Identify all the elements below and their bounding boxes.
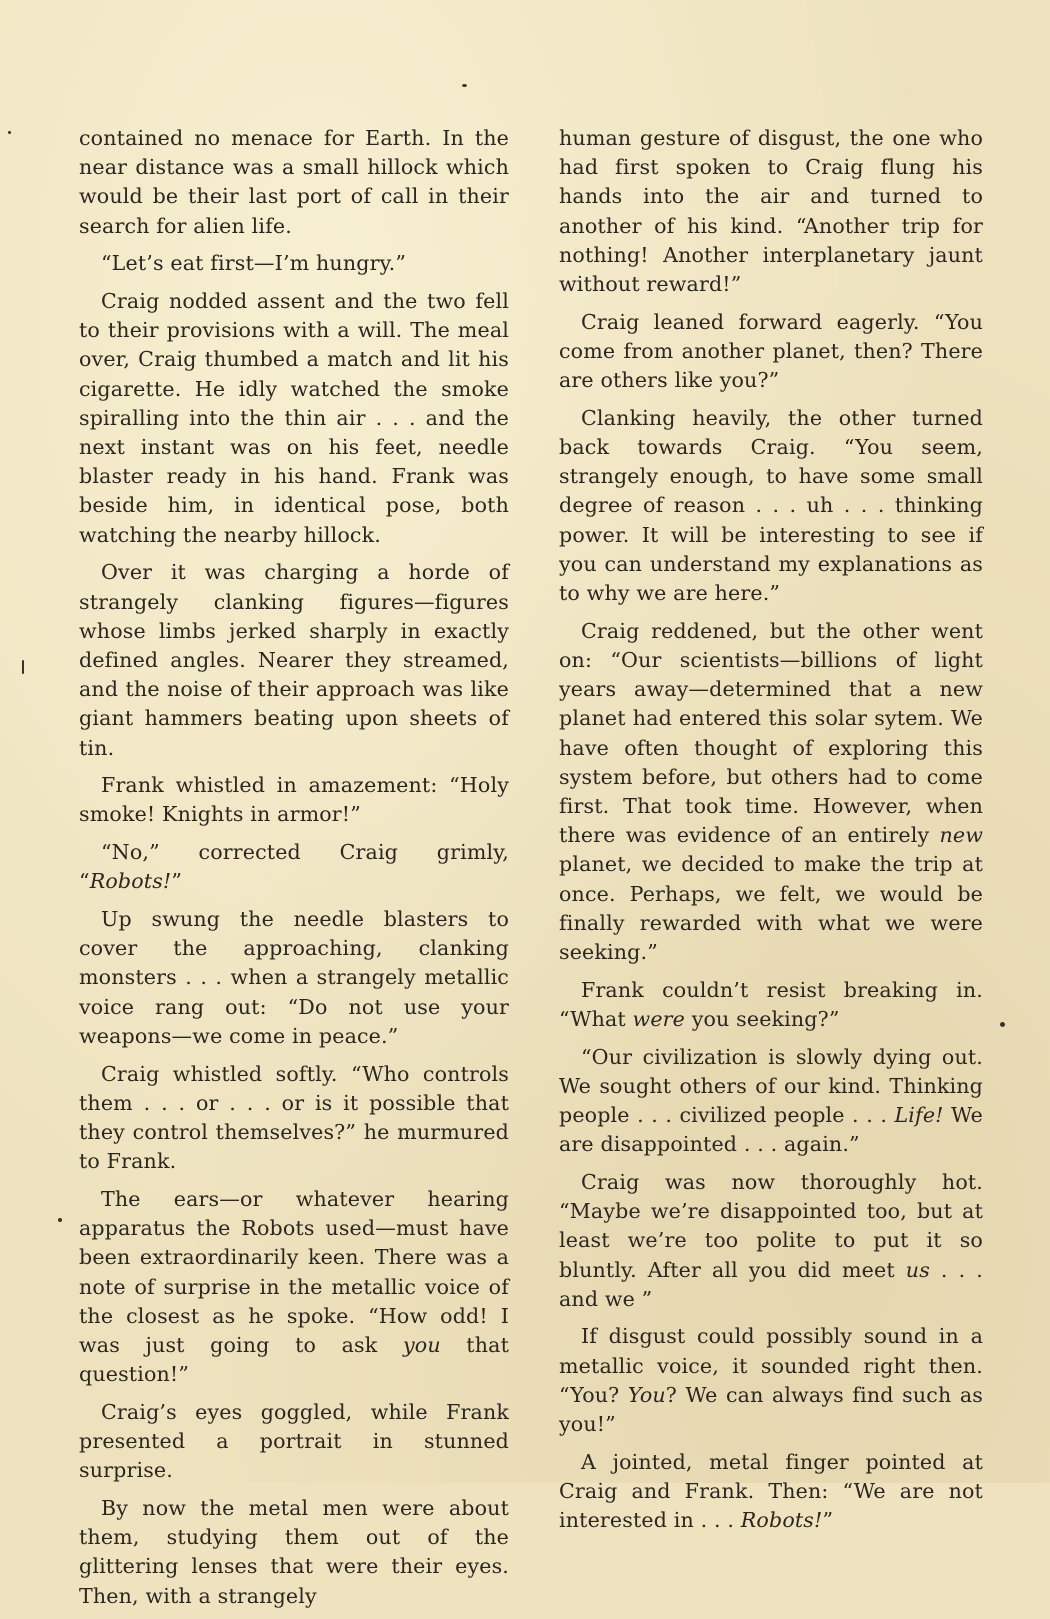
paragraph bbox=[559, 1168, 983, 1314]
paragraph bbox=[79, 1398, 509, 1486]
paragraph bbox=[79, 287, 509, 550]
italic-text: us bbox=[905, 1257, 930, 1282]
left-text-column bbox=[79, 124, 509, 1619]
italic-text: You bbox=[627, 1382, 666, 1407]
paragraph-text: By now the metal men were about them, studying them out of the glittering lenses that were their eyes. Then, with a strangely bbox=[79, 1495, 509, 1608]
italic-text: Robots! bbox=[740, 1508, 823, 1533]
paragraph-text: We are disappointed . . . again.” bbox=[559, 1103, 984, 1157]
paragraph bbox=[559, 976, 983, 1034]
paragraph-text: Craig leaned forward eagerly. “You come from another planet, then? There are others like you?” bbox=[559, 309, 983, 393]
paragraph bbox=[79, 905, 509, 1051]
paragraph bbox=[559, 1043, 983, 1160]
paragraph bbox=[79, 771, 509, 829]
paragraph bbox=[79, 124, 509, 241]
paragraph-text: Up swung the needle blasters to cover the approaching, clanking monsters . . . when a strangely metallic voice rang out: “Do not use your weapons—we come in peace.” bbox=[79, 907, 509, 1048]
paragraph bbox=[79, 249, 509, 278]
paragraph bbox=[559, 124, 983, 299]
paragraph-text: contained no menace for Earth. In the near distance was a small hillock which would be their last port of call in their search for alien life. bbox=[79, 126, 509, 238]
paragraph bbox=[79, 1060, 509, 1177]
italic-text: Life! bbox=[894, 1103, 944, 1127]
paragraph-text: human gesture of disgust, the one who had first spoken to Craig flung his hands into the air and turned to another of his kind. “Another trip for nothing! Another interplanetary jaunt without reward!” bbox=[559, 126, 983, 297]
paragraph-text: ” bbox=[171, 869, 183, 894]
italic-text: were bbox=[632, 1006, 685, 1031]
paragraph-text: planet, we decided to make the trip at once. Perhaps, we felt, we would be finally rewarded with what we were seeking.” bbox=[559, 852, 983, 964]
italic-text: new bbox=[939, 823, 983, 848]
paragraph bbox=[79, 838, 509, 896]
paragraph bbox=[559, 308, 983, 396]
paragraph-text: If disgust could possibly sound in a metallic voice, it sounded right then. “You? bbox=[559, 1324, 983, 1407]
paragraph-text: Craig whistled softly. “Who controls them . . . or . . . or is it possible that they control themselves?” he murmured to Frank. bbox=[79, 1061, 509, 1174]
paragraph bbox=[559, 617, 983, 967]
paragraph-text: “No,” corrected Craig grimly, “ bbox=[79, 840, 509, 894]
print-speck bbox=[1000, 1022, 1005, 1027]
paragraph-text: you seeking?” bbox=[685, 1006, 840, 1031]
paragraph-text: Frank whistled in amazement: “Holy smoke! Knights in armor!” bbox=[79, 773, 509, 827]
paragraph-text: Over it was charging a horde of strangely clanking figures—figures whose limbs jerked sharply in exactly defined angles. Nearer they streamed, and the noise of their approach was like giant hammers beating upon sheets of tin. bbox=[79, 560, 509, 760]
paragraph-text: Craig reddened, but the other went on: “Our scientists—billions of light years away—determined that a new planet had entered this solar sytem. We have often thought of exploring this system before, but others had to come first. That took time. However, when there was evidence of an entirely bbox=[559, 618, 983, 848]
italic-text: Robots! bbox=[89, 869, 172, 894]
paragraph-text: Craig’s eyes goggled, while Frank presented a portrait in stunned surprise. bbox=[79, 1399, 509, 1483]
paragraph bbox=[79, 558, 509, 762]
paragraph-text: Frank couldn’t resist breaking in. “What bbox=[559, 977, 983, 1031]
paragraph bbox=[559, 1448, 983, 1536]
paragraph bbox=[559, 1322, 983, 1439]
paragraph-text: Craig was now thoroughly hot. “Maybe we’re disappointed too, but at least we’re too polite to put it so bluntly. After all you did meet bbox=[559, 1169, 983, 1282]
print-speck bbox=[58, 1218, 62, 1222]
paragraph bbox=[79, 1185, 509, 1389]
paragraph-text: A jointed, metal finger pointed at Craig and Frank. Then: “We are not interested in . . . bbox=[559, 1449, 983, 1533]
paragraph bbox=[79, 1494, 509, 1611]
paragraph-text: . . . and we ” bbox=[559, 1257, 983, 1311]
paragraph-text: ? We can always find such as you!” bbox=[559, 1382, 984, 1437]
paragraph-text: ” bbox=[822, 1508, 834, 1533]
print-speck bbox=[8, 131, 11, 134]
paragraph-text: Craig nodded assent and the two fell to their provisions with a will. The meal over, Craig thumbed a match and lit his cigarette. He idly watched the smoke spiralling into the thin air . . . and the next instant was on his feet, needle blaster ready in his hand. Frank was beside him, in identical pose, both watching the nearby hillock. bbox=[79, 289, 509, 547]
paragraph-text: “Let’s eat first—I’m hungry.” bbox=[101, 251, 406, 276]
paragraph-text: Clanking heavily, the other turned back towards Craig. “You seem, strangely enough, to have some small degree of reason . . . uh . . . thinking power. It will be interesting to see if you can understand my explanations as to why we are here.” bbox=[559, 405, 983, 606]
paragraph-text: “Our civilization is slowly dying out. We sought others of our kind. Thinking people . . . civilized people . . . bbox=[559, 1044, 983, 1127]
print-speck bbox=[462, 84, 467, 87]
paragraph-text: that question!” bbox=[79, 1332, 509, 1387]
right-text-column bbox=[559, 124, 983, 1544]
italic-text: you bbox=[402, 1332, 441, 1357]
print-speck bbox=[22, 660, 24, 674]
paragraph bbox=[559, 404, 983, 608]
paragraph-text: The ears—or whatever hearing apparatus the Robots used—must have been extraordinarily keen. There was a note of surprise in the metallic voice of the closest as he spoke. “How odd! I was just going to ask bbox=[79, 1186, 509, 1357]
